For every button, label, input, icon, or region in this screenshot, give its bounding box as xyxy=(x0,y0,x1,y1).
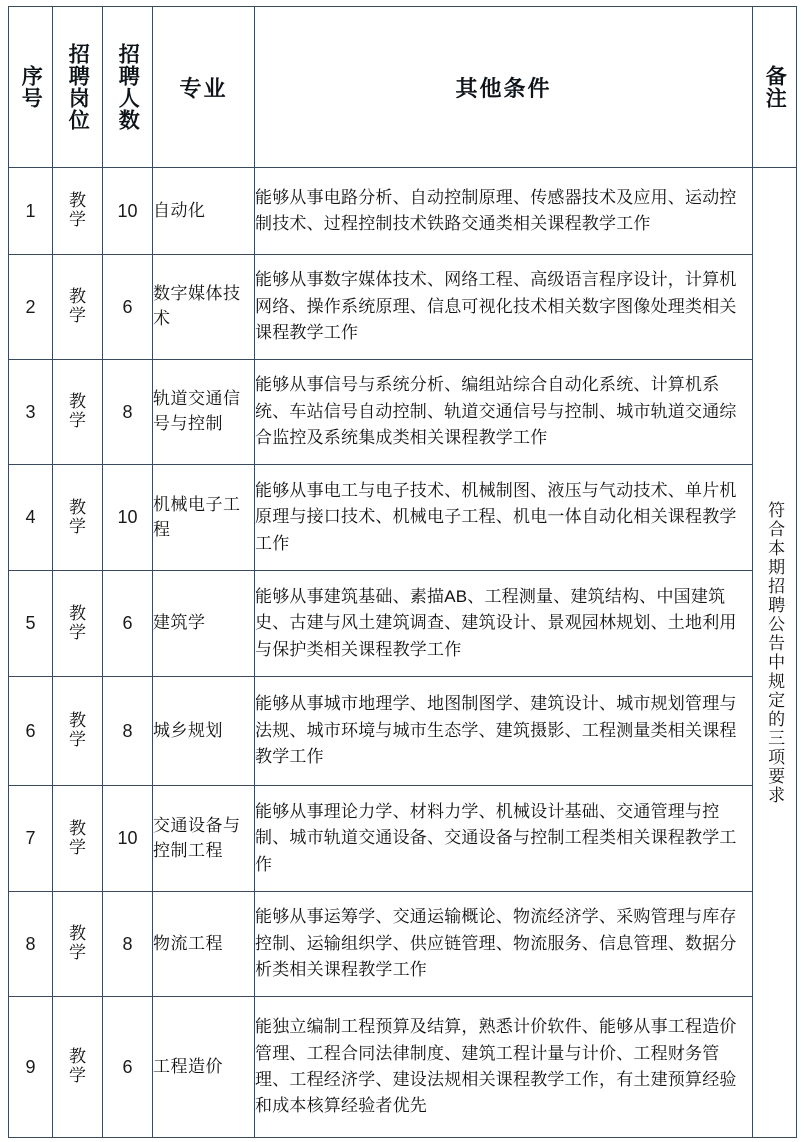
cell-count: 10 xyxy=(103,786,153,892)
cell-index: 4 xyxy=(9,465,53,571)
table-row xyxy=(9,465,797,571)
cell-conditions: 能够从事电工与电子技术、机械制图、液压与气动技术、单片机原理与接口技术、机械电子工程、机电一体自动化相关课程教学工作 xyxy=(255,465,753,571)
cell-remarks xyxy=(753,168,797,1138)
cell-post-label: 教学 xyxy=(69,392,86,430)
cell-post-label: 教学 xyxy=(69,191,86,229)
cell-post xyxy=(53,571,103,677)
cell-index: 9 xyxy=(9,997,53,1138)
cell-conditions: 能够从事城市地理学、地图制图学、建筑设计、城市规划管理与法规、城市环境与城市生态学、建筑摄影、工程测量类相关课程教学工作 xyxy=(255,677,753,786)
cell-major: 自动化 xyxy=(153,168,255,255)
cell-count: 6 xyxy=(103,571,153,677)
cell-post-label: 教学 xyxy=(69,603,86,642)
cell-post xyxy=(53,892,103,997)
cell-major: 物流工程 xyxy=(153,892,255,997)
cell-major: 城乡规划 xyxy=(153,677,255,786)
cell-post-label: 教学 xyxy=(69,818,86,857)
column-header-count xyxy=(103,7,153,168)
table-body xyxy=(9,168,797,1138)
cell-post xyxy=(53,786,103,892)
column-header-post xyxy=(53,7,103,168)
cell-major: 轨道交通信号与控制 xyxy=(153,360,255,465)
cell-conditions: 能够从事建筑基础、素描AB、工程测量、建筑结构、中国建筑史、古建与风土建筑调查、建筑设计、景观园林规划、土地利用与保护类相关课程教学工作 xyxy=(255,571,753,677)
column-header-conditions-label: 其他条件 xyxy=(455,75,552,101)
cell-post xyxy=(53,255,103,360)
column-header-major-label: 专业 xyxy=(179,75,228,101)
column-header-major xyxy=(153,7,255,168)
cell-index: 1 xyxy=(9,168,53,255)
cell-conditions: 能够从事理论力学、材料力学、机械设计基础、交通管理与控制、城市轨道交通设备、交通设备与控制工程类相关课程教学工作 xyxy=(255,786,753,892)
cell-post-label: 教学 xyxy=(69,497,86,536)
column-header-remarks xyxy=(753,7,797,168)
cell-count: 6 xyxy=(103,255,153,360)
table-row xyxy=(9,255,797,360)
column-header-post-label: 招聘岗位 xyxy=(66,43,90,131)
cell-post xyxy=(53,168,103,255)
column-header-index-label: 序号 xyxy=(19,65,43,109)
column-header-remarks-label: 备注 xyxy=(763,65,787,109)
cell-post-label: 教学 xyxy=(69,924,86,962)
table-row xyxy=(9,677,797,786)
table-row xyxy=(9,360,797,465)
cell-post-label: 教学 xyxy=(69,287,86,325)
table-header xyxy=(9,7,797,168)
column-header-count-label: 招聘人数 xyxy=(116,43,140,131)
cell-index: 5 xyxy=(9,571,53,677)
cell-index: 2 xyxy=(9,255,53,360)
cell-post xyxy=(53,677,103,786)
cell-count: 6 xyxy=(103,997,153,1138)
cell-post-label: 教学 xyxy=(69,711,86,749)
cell-count: 8 xyxy=(103,892,153,997)
cell-index: 6 xyxy=(9,677,53,786)
column-header-index xyxy=(9,7,53,168)
cell-conditions: 能够从事电路分析、自动控制原理、传感器技术及应用、运动控制技术、过程控制技术铁路交通类相关课程教学工作 xyxy=(255,168,753,255)
cell-post xyxy=(53,465,103,571)
cell-conditions: 能够从事数字媒体技术、网络工程、高级语言程序设计，计算机网络、操作系统原理、信息可视化技术相关数字图像处理类相关课程教学工作 xyxy=(255,255,753,360)
table-row xyxy=(9,786,797,892)
table-header-row xyxy=(9,7,797,168)
cell-post xyxy=(53,997,103,1138)
cell-conditions: 能够从事运筹学、交通运输概论、物流经济学、采购管理与库存控制、运输组织学、供应链管理、物流服务、信息管理、数据分析类相关课程教学工作 xyxy=(255,892,753,997)
cell-major: 机械电子工程 xyxy=(153,465,255,571)
table-row xyxy=(9,571,797,677)
cell-conditions: 能独立编制工程预算及结算，熟悉计价软件、能够从事工程造价管理、工程合同法律制度、建筑工程计量与计价、工程财务管理、工程经济学、建设法规相关课程教学工作，有土建预算经验和成本核算经验者优先 xyxy=(255,997,753,1138)
cell-major: 交通设备与控制工程 xyxy=(153,786,255,892)
cell-conditions: 能够从事信号与系统分析、编组站综合自动化系统、计算机系统、车站信号自动控制、轨道交通信号与控制、城市轨道交通综合监控及系统集成类相关课程教学工作 xyxy=(255,360,753,465)
recruitment-table xyxy=(8,6,797,1138)
cell-post-label: 教学 xyxy=(69,1047,86,1085)
cell-major: 数字媒体技术 xyxy=(153,255,255,360)
cell-count: 8 xyxy=(103,360,153,465)
table-row xyxy=(9,892,797,997)
cell-count: 8 xyxy=(103,677,153,786)
table-row xyxy=(9,168,797,255)
cell-index: 3 xyxy=(9,360,53,465)
cell-major: 工程造价 xyxy=(153,997,255,1138)
table-row xyxy=(9,997,797,1138)
cell-index: 7 xyxy=(9,786,53,892)
column-header-conditions xyxy=(255,7,753,168)
cell-index: 8 xyxy=(9,892,53,997)
cell-remarks-label: 符合本期招聘公告中规定的三项要求 xyxy=(765,500,785,805)
cell-post xyxy=(53,360,103,465)
cell-count: 10 xyxy=(103,168,153,255)
cell-major: 建筑学 xyxy=(153,571,255,677)
cell-count: 10 xyxy=(103,465,153,571)
